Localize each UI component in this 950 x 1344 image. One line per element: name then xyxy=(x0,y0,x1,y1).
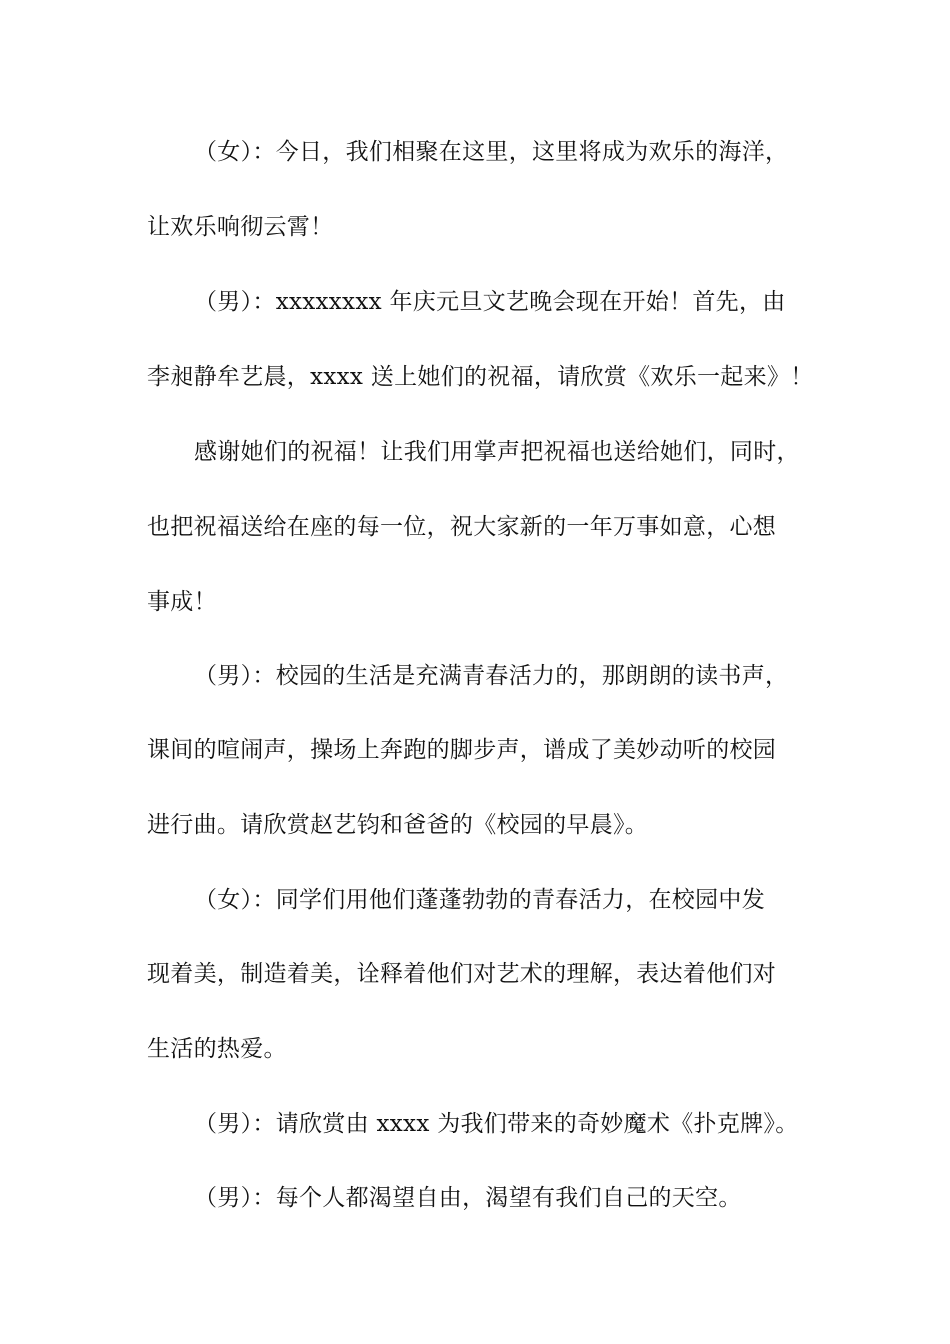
paragraph-4-line-1: （男）：校园的生活是充满青春活力的，那朗朗的读书声， xyxy=(194,663,789,689)
paragraph-3-line-3: 事成！ xyxy=(147,589,217,615)
paragraph-5-line-2: 现着美，制造着美，诠释着他们对艺术的理解，表达着他们对 xyxy=(147,961,777,987)
paragraph-2-line-2: 李昶静牟艺晨，xxxx 送上她们的祝福，请欣赏《欢乐一起来》！ xyxy=(147,364,814,390)
paragraph-5-line-3: 生活的热爱。 xyxy=(147,1036,287,1062)
paragraph-5-line-1: （女）：同学们用他们蓬蓬勃勃的青春活力，在校园中发 xyxy=(194,887,765,913)
paragraph-7-line-1: （男）：每个人都渴望自由，渴望有我们自己的天空。 xyxy=(194,1185,742,1211)
paragraph-2-line-1: （男）：xxxxxxxx 年庆元旦文艺晚会现在开始！首先，由 xyxy=(194,289,786,315)
paragraph-1-line-1: （女）：今日，我们相聚在这里，这里将成为欢乐的海洋， xyxy=(194,139,789,165)
paragraph-4-line-2: 课间的喧闹声，操场上奔跑的脚步声，谱成了美妙动听的校园 xyxy=(147,737,777,763)
paragraph-3-line-1: 感谢她们的祝福！让我们用掌声把祝福也送给她们，同时， xyxy=(194,439,800,465)
paragraph-1-line-2: 让欢乐响彻云霄！ xyxy=(147,214,334,240)
paragraph-4-line-3: 进行曲。请欣赏赵艺钧和爸爸的《校园的早晨》。 xyxy=(147,812,649,838)
paragraph-6-line-1: （男）：请欣赏由 xxxx 为我们带来的奇妙魔术《扑克牌》。 xyxy=(194,1111,799,1137)
paragraph-3-line-2: 也把祝福送给在座的每一位，祝大家新的一年万事如意，心想 xyxy=(147,514,777,540)
